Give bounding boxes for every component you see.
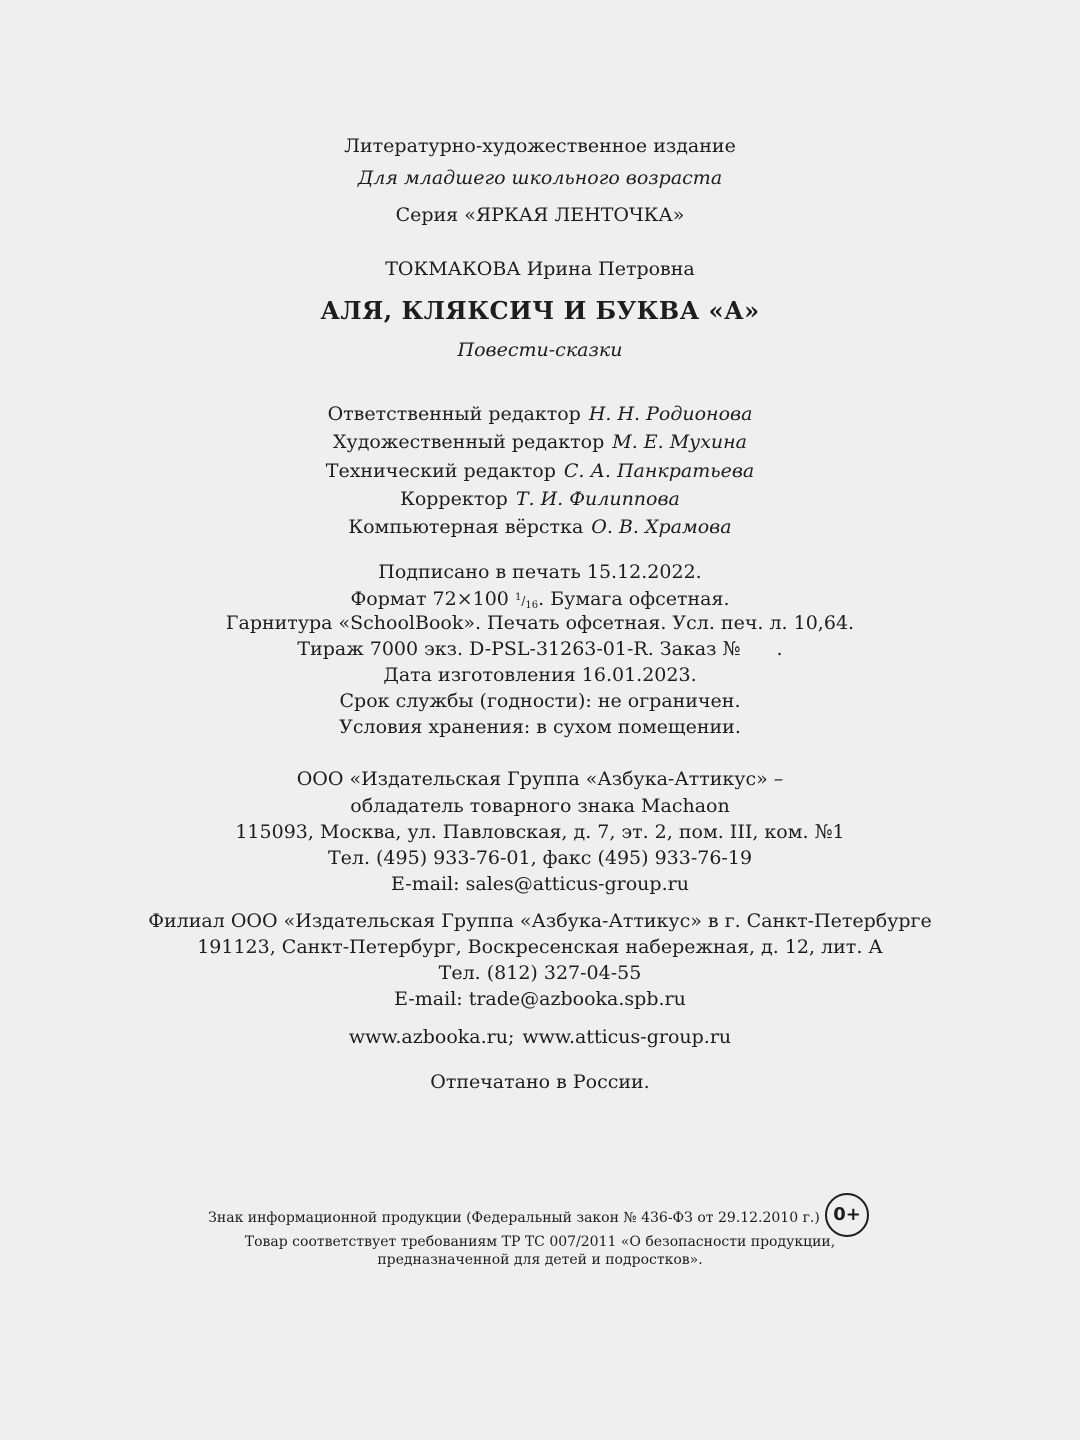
publisher-email: E-mail: sales@atticus-group.ru (391, 873, 689, 895)
credit-role: Компьютерная вёрстка (348, 516, 584, 538)
website-azbooka: www.azbooka.ru; (348, 1026, 515, 1048)
credit-name: М. Е. Мухина (612, 431, 747, 453)
credit-line (0, 459, 1080, 483)
format-fraction: $^1/_{16}$ (514, 592, 539, 611)
age-rating-badge: 0+ (825, 1193, 869, 1237)
edition-type: Литературно-художественное издание (344, 135, 736, 157)
publisher-trademark: обладатель товарного знака Machaon (350, 795, 730, 817)
credit-name: О. В. Храмова (591, 516, 732, 538)
branch-name: Филиал ООО «Издательская Группа «Азбука-Аттикус» в г. Санкт-Петербурге (148, 910, 932, 932)
printed-in: Отпечатано в России. (430, 1071, 650, 1093)
signed-date: Подписано в печать 15.12.2022. (378, 561, 702, 583)
circulation-end: . (776, 638, 783, 660)
author-name: ТОКМАКОВА Ирина Петровна (385, 258, 695, 280)
manufacture-date: Дата изготовления 16.01.2023. (383, 664, 697, 686)
branch-phone: Тел. (812) 327-04-55 (438, 962, 642, 984)
website-atticus: www.atticus-group.ru (522, 1026, 732, 1048)
compliance-line-2: предназначенной для детей и подростков». (377, 1252, 703, 1268)
credit-line (0, 430, 1080, 454)
format-suffix: . Бумага офсетная. (538, 588, 730, 610)
branch-email: E-mail: trade@azbooka.spb.ru (394, 988, 686, 1010)
credit-name: Т. И. Филиппова (515, 488, 680, 510)
credit-role: Ответственный редактор (327, 403, 581, 425)
publisher-address: 115093, Москва, ул. Павловская, д. 7, эт. 2, пом. III, ком. №1 (235, 821, 845, 843)
shelf-life: Срок службы (годности): не ограничен. (339, 690, 741, 712)
credit-name: Н. Н. Родионова (588, 403, 753, 425)
publisher-phone: Тел. (495) 933-76-01, факс (495) 933-76-19 (327, 847, 753, 869)
format-prefix: Формат 72×100 (350, 588, 509, 610)
branch-address: 191123, Санкт-Петербург, Воскресенская набережная, д. 12, лит. А (197, 936, 883, 958)
book-genre: Повести-сказки (457, 339, 623, 361)
book-title: АЛЯ, КЛЯКСИЧ И БУКВА «А» (320, 296, 760, 325)
storage-conditions: Условия хранения: в сухом помещении. (339, 716, 741, 738)
credit-role: Корректор (400, 488, 508, 510)
info-mark: Знак информационной продукции (Федеральный закон № 436-ФЗ от 29.12.2010 г.) (208, 1210, 820, 1226)
typeface-line: Гарнитура «SchoolBook». Печать офсетная. Усл. печ. л. 10,64. (225, 612, 855, 634)
credit-name: С. А. Панкратьева (563, 460, 755, 482)
series-name: Серия «ЯРКАЯ ЛЕНТОЧКА» (395, 204, 685, 226)
credit-line (0, 487, 1080, 511)
format-numerator: 1 (514, 592, 522, 603)
credit-line (0, 515, 1080, 539)
credit-role: Технический редактор (325, 460, 556, 482)
publisher-name: ООО «Издательская Группа «Азбука-Аттикус» – (296, 768, 784, 790)
circulation-text: Тираж 7000 экз. D-PSL-31263-01-R. Заказ № (297, 638, 741, 660)
circulation-line (0, 637, 1080, 661)
websites (0, 1025, 1080, 1049)
compliance-line-1: Товар соответствует требованиям ТР ТС 007/2011 «О безопасности продукции, (244, 1234, 836, 1250)
credit-line (0, 402, 1080, 426)
age-group: Для младшего школьного возраста (357, 167, 723, 189)
format-denominator: 16 (525, 600, 539, 611)
credit-role: Художественный редактор (333, 431, 605, 453)
